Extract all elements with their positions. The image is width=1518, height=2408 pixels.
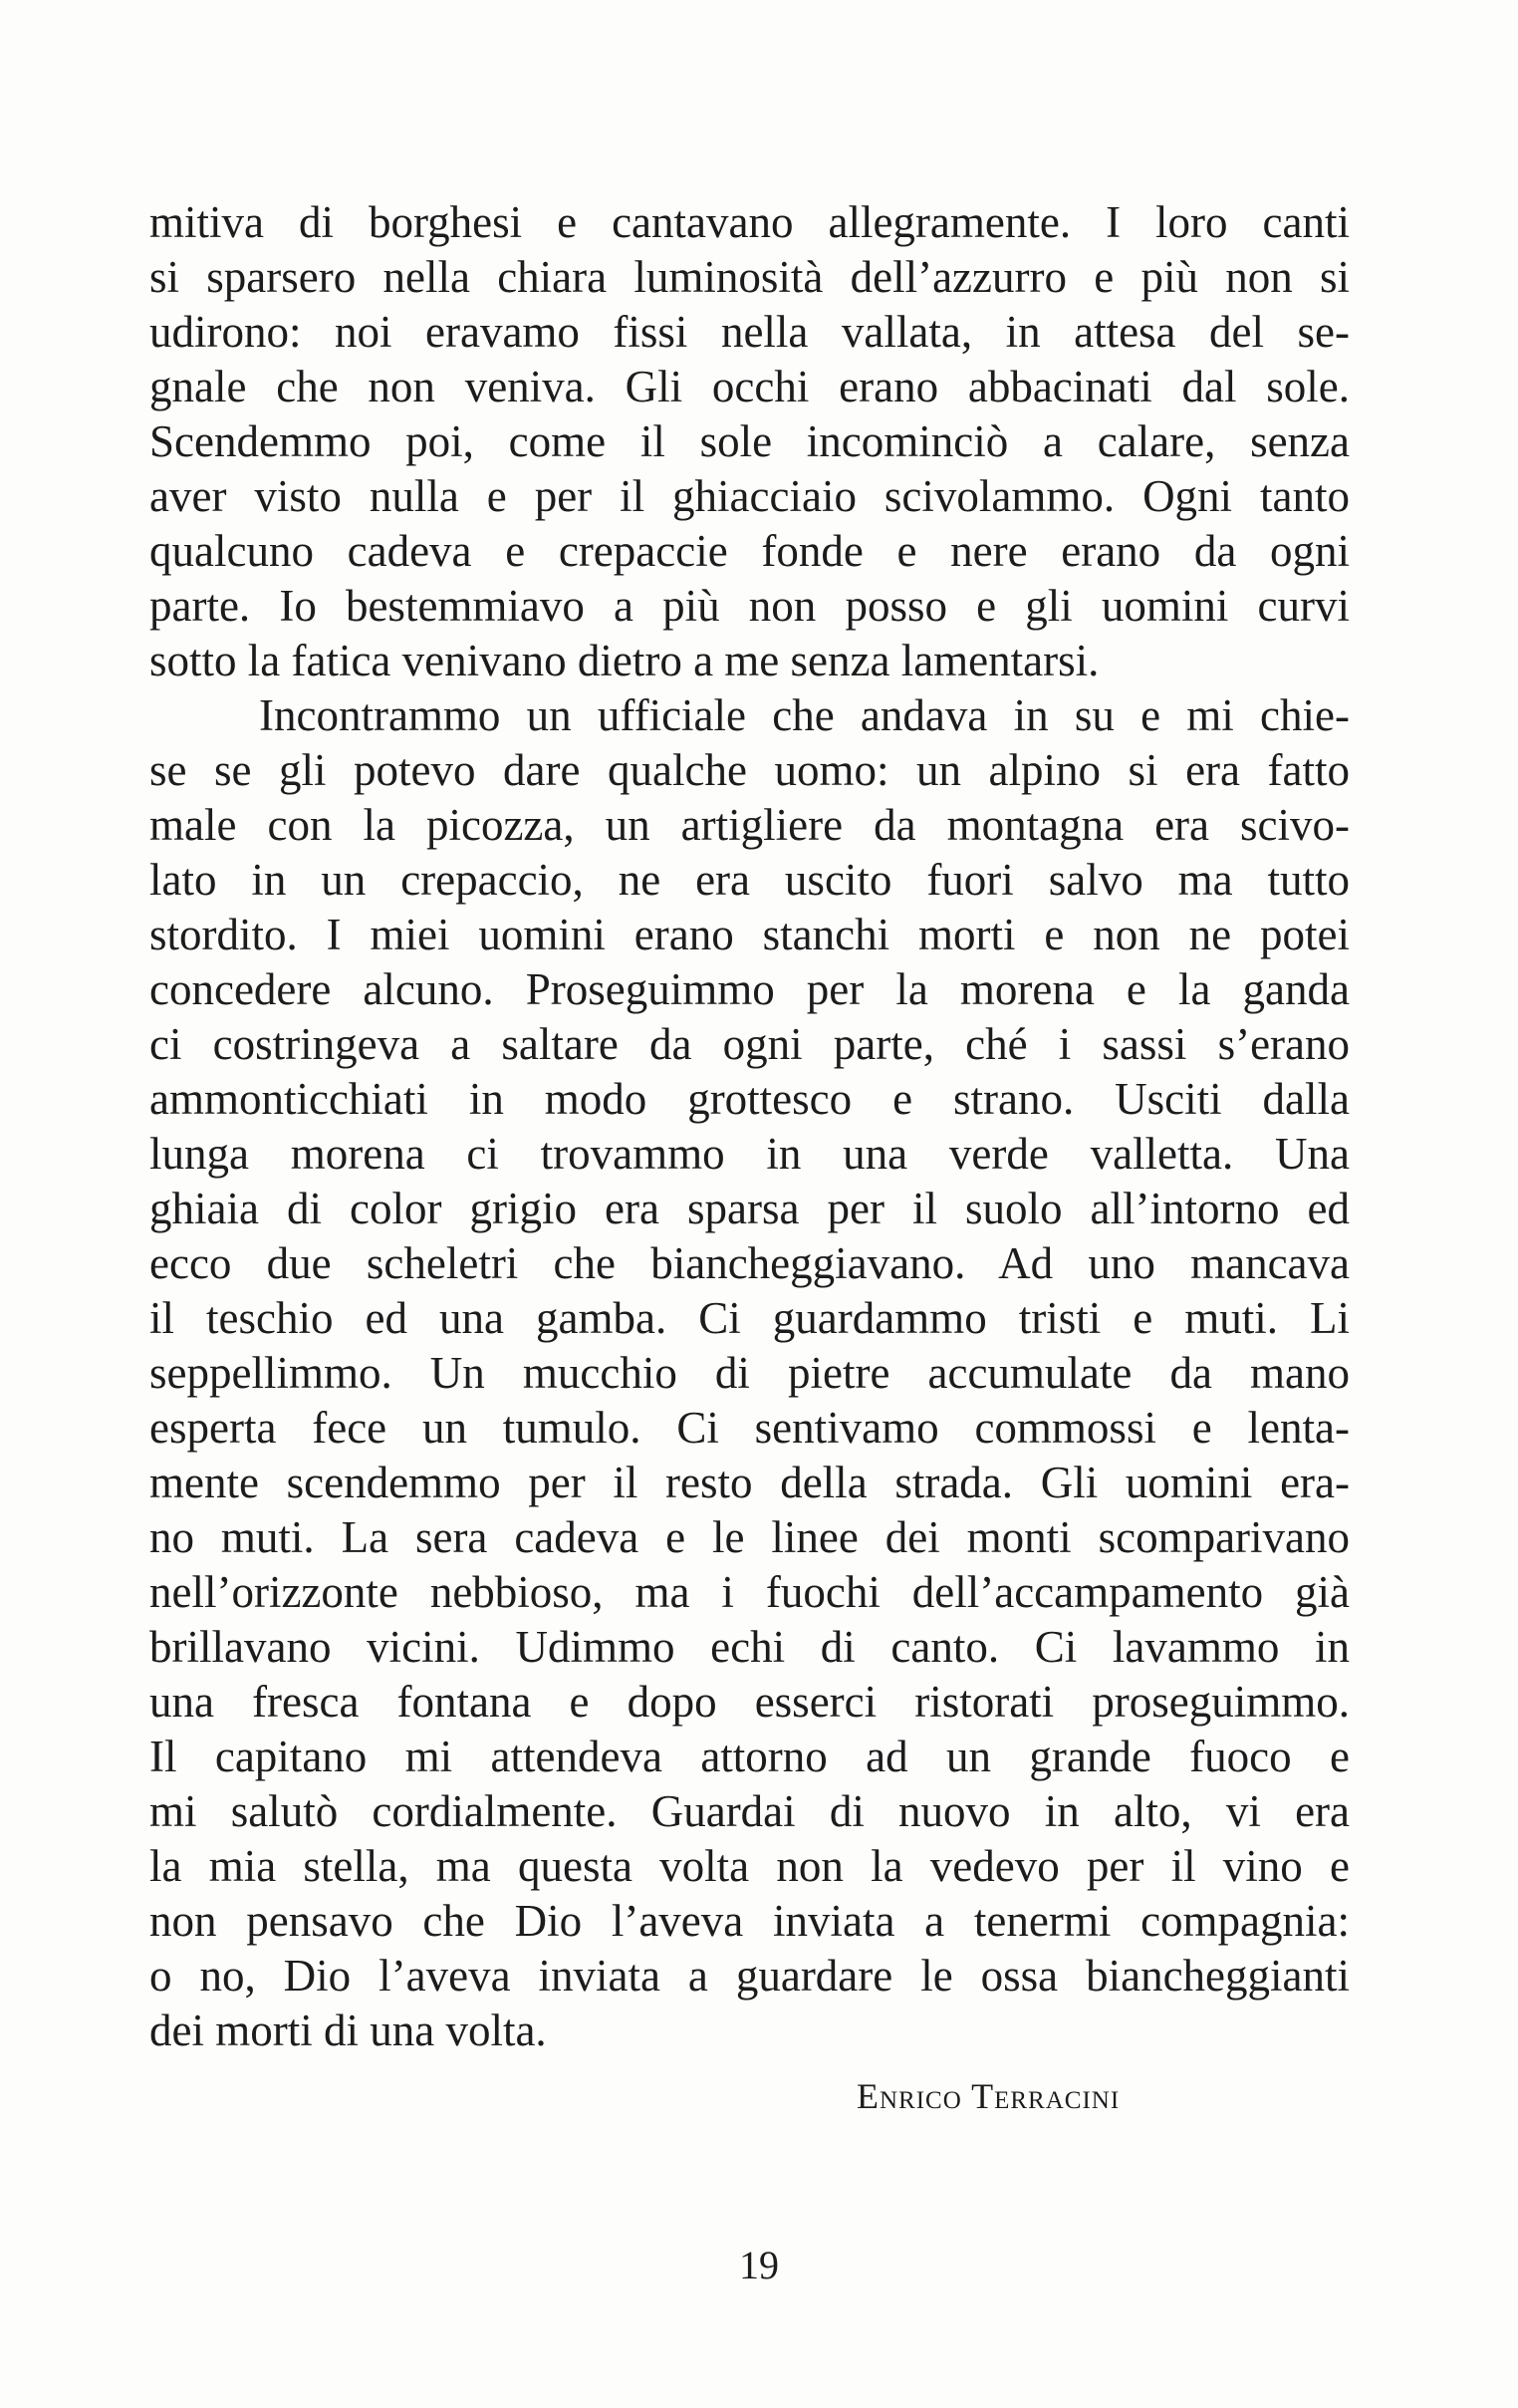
text-line: non pensavo che Dio l’aveva inviata a tenermi compagnia: — [149, 1896, 1350, 1946]
text-line: concedere alcuno. Proseguimmo per la morena e la ganda — [149, 964, 1350, 1014]
text-line: dei morti di una volta. — [149, 2006, 547, 2055]
text-line: ammonticchiati in modo grottesco e strano. Usciti dalla — [149, 1074, 1350, 1124]
text-line: si sparsero nella chiara luminosità dell’azzurro e più non si — [149, 252, 1350, 302]
text-line: stordito. I miei uomini erano stanchi morti e non ne potei — [149, 910, 1350, 959]
text-line: ecco due scheletri che biancheggiavano. Ad uno mancava — [149, 1238, 1350, 1288]
text-line: ci costringeva a saltare da ogni parte, ché i sassi s’erano — [149, 1019, 1350, 1069]
body-text — [149, 195, 1350, 2058]
text-line: gnale che non veniva. Gli occhi erano abbacinati dal sole. — [149, 362, 1350, 411]
text-line: mente scendemmo per il resto della strada. Gli uomini era- — [149, 1458, 1350, 1507]
text-line: Incontrammo un ufficiale che andava in su e mi chie- — [259, 690, 1350, 740]
text-line: se se gli potevo dare qualche uomo: un alpino si era fatto — [149, 745, 1350, 795]
author-signature: Enrico Terracini — [857, 2076, 1121, 2116]
text-line: Scendemmo poi, come il sole incominciò a calare, senza — [149, 416, 1350, 466]
page-number: 19 — [739, 2243, 779, 2287]
text-line: Il capitano mi attendeva attorno ad un grande fuoco e — [149, 1732, 1350, 1781]
text-line: lato in un crepaccio, ne era uscito fuori salvo ma tutto — [149, 855, 1350, 905]
text-line: nell’orizzonte nebbioso, ma i fuochi dell’accampamento già — [149, 1567, 1350, 1617]
paragraph-1 — [149, 195, 1350, 688]
text-line: lunga morena ci trovammo in una verde valletta. Una — [149, 1129, 1350, 1179]
text-line: sotto la fatica venivano dietro a me senza lamentarsi. — [149, 636, 1100, 685]
text-line: mi salutò cordialmente. Guardai di nuovo in alto, vi era — [149, 1786, 1350, 1836]
text-line: esperta fece un tumulo. Ci sentivamo commossi e lenta- — [149, 1403, 1350, 1453]
text-line: aver visto nulla e per il ghiacciaio scivolammo. Ogni tanto — [149, 471, 1350, 521]
text-line: la mia stella, ma questa volta non la vedevo per il vino e — [149, 1841, 1350, 1891]
text-line: o no, Dio l’aveva inviata a guardare le ossa biancheggianti — [149, 1951, 1350, 2001]
text-line: udirono: noi eravamo fissi nella vallata, in attesa del se- — [149, 307, 1350, 357]
text-line: una fresca fontana e dopo esserci ristorati proseguimmo. — [149, 1677, 1350, 1727]
text-line: brillavano vicini. Udimmo echi di canto. Ci lavammo in — [149, 1622, 1350, 1672]
text-line: ghiaia di color grigio era sparsa per il suolo all’intorno ed — [149, 1184, 1350, 1233]
text-line: male con la picozza, un artigliere da montagna era scivo- — [149, 800, 1350, 850]
paragraph-2 — [149, 688, 1350, 2058]
text-line: qualcuno cadeva e crepaccie fonde e nere erano da ogni — [149, 526, 1350, 576]
text-line: seppellimmo. Un mucchio di pietre accumulate da mano — [149, 1348, 1350, 1398]
text-line: no muti. La sera cadeva e le linee dei monti scomparivano — [149, 1512, 1350, 1562]
text-line: mitiva di borghesi e cantavano allegramente. I loro canti — [149, 197, 1350, 247]
text-line: parte. Io bestemmiavo a più non posso e gli uomini curvi — [149, 581, 1350, 631]
text-line: il teschio ed una gamba. Ci guardammo tristi e muti. Li — [149, 1293, 1350, 1343]
